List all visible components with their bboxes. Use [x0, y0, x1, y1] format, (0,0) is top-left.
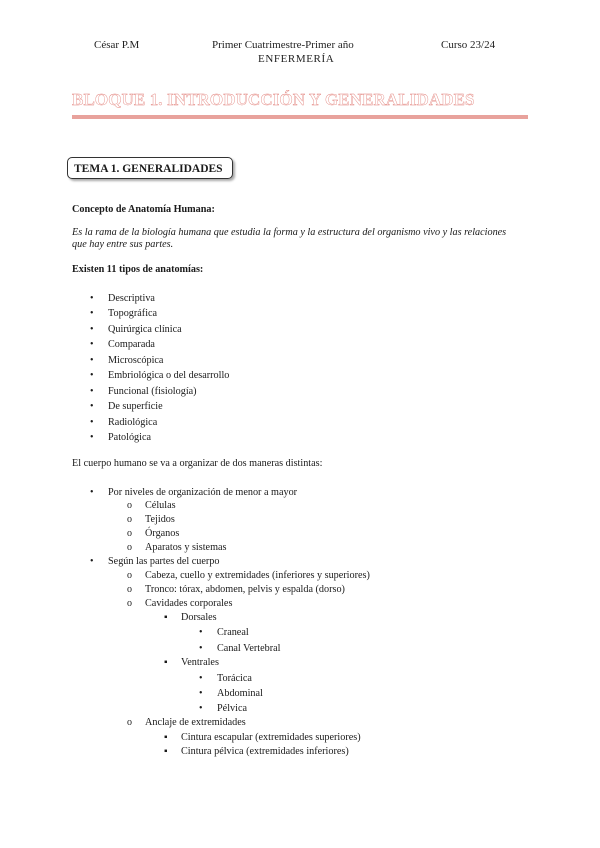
- nivel-item: Células: [145, 500, 176, 511]
- tipo-item: Funcional (fisiología): [108, 386, 197, 397]
- bullet-icon: •: [90, 293, 94, 304]
- tipos-heading: Existen 11 tipos de anatomías:: [72, 264, 204, 275]
- circle-bullet-icon: o: [127, 570, 132, 581]
- bullet-icon: •: [90, 386, 94, 397]
- square-bullet-icon: ▪: [164, 657, 168, 668]
- square-bullet-icon: ▪: [164, 612, 168, 623]
- bullet-icon: •: [199, 673, 203, 684]
- bullet-icon: •: [90, 324, 94, 335]
- tipo-item: Comparada: [108, 339, 155, 350]
- header-degree: ENFERMERÍA: [258, 53, 335, 65]
- cavidad-toracica: Torácica: [217, 673, 252, 684]
- tipo-item: Quirúrgica clínica: [108, 324, 182, 335]
- bullet-icon: •: [199, 627, 203, 638]
- circle-bullet-icon: o: [127, 598, 132, 609]
- niveles-label: Por niveles de organización de menor a mayor: [108, 487, 298, 498]
- parte-tronco: Tronco: tórax, abdomen, pelvis y espalda (dorso): [145, 584, 345, 595]
- tipo-item: Descriptiva: [108, 293, 155, 304]
- circle-bullet-icon: o: [127, 528, 132, 539]
- square-bullet-icon: ▪: [164, 732, 168, 743]
- circle-bullet-icon: o: [127, 717, 132, 728]
- concepto-text-line1: Es la rama de la biología humana que estudia la forma y la estructura del organismo vivo y las relaciones: [72, 227, 507, 238]
- circle-bullet-icon: o: [127, 584, 132, 595]
- parte-cavidades: Cavidades corporales: [145, 598, 233, 609]
- cavidad-canal-vertebral: Canal Vertebral: [217, 643, 281, 654]
- bullet-icon: •: [199, 688, 203, 699]
- bullet-icon: •: [199, 643, 203, 654]
- parte-anclaje: Anclaje de extremidades: [145, 717, 246, 728]
- anclaje-cintura-escapular: Cintura escapular (extremidades superiores): [181, 732, 361, 743]
- bullet-icon: •: [90, 401, 94, 412]
- tipo-item: Microscópica: [108, 355, 164, 366]
- cavidad-ventrales: Ventrales: [181, 657, 219, 668]
- cavidad-abdominal: Abdominal: [217, 688, 263, 699]
- tipo-item: Radiológica: [108, 417, 158, 428]
- bullet-icon: •: [90, 432, 94, 443]
- header-author: César P.M: [94, 39, 140, 51]
- bullet-icon: •: [90, 370, 94, 381]
- concepto-text-line2: que hay entre sus partes.: [72, 239, 174, 250]
- bloque-title-wrapper: [72, 90, 528, 110]
- title-divider: [72, 115, 528, 119]
- nivel-item: Tejidos: [145, 514, 175, 525]
- tema-title: TEMA 1. GENERALIDADES: [67, 157, 233, 179]
- nivel-item: Aparatos y sistemas: [145, 542, 227, 553]
- bullet-icon: •: [90, 417, 94, 428]
- square-bullet-icon: ▪: [164, 746, 168, 757]
- circle-bullet-icon: o: [127, 542, 132, 553]
- cavidad-dorsales: Dorsales: [181, 612, 217, 623]
- organizacion-intro: El cuerpo humano se va a organizar de dos maneras distintas:: [72, 458, 323, 469]
- bullet-icon: •: [90, 556, 94, 567]
- tipo-item: De superficie: [108, 401, 163, 412]
- partes-label: Según las partes del cuerpo: [108, 556, 220, 567]
- circle-bullet-icon: o: [127, 500, 132, 511]
- tipo-item: Topográfica: [108, 308, 158, 319]
- bullet-icon: •: [90, 355, 94, 366]
- tipo-item: Patológica: [108, 432, 152, 443]
- bullet-icon: •: [199, 703, 203, 714]
- cavidad-craneal: Craneal: [217, 627, 249, 638]
- parte-cabeza: Cabeza, cuello y extremidades (inferiores y superiores): [145, 570, 370, 581]
- anclaje-cintura-pelvica: Cintura pélvica (extremidades inferiores): [181, 746, 349, 757]
- bloque-title: BLOQUE 1. INTRODUCCIÓN Y GENERALIDADES: [72, 90, 475, 109]
- header-year: Curso 23/24: [441, 39, 496, 51]
- cavidad-pelvica: Pélvica: [217, 703, 247, 714]
- bullet-icon: •: [90, 487, 94, 498]
- tipo-item: Embriológica o del desarrollo: [108, 370, 230, 381]
- bullet-icon: •: [90, 339, 94, 350]
- bullet-icon: •: [90, 308, 94, 319]
- concepto-heading: Concepto de Anatomía Humana:: [72, 204, 215, 215]
- header-course: Primer Cuatrimestre-Primer año: [212, 39, 354, 51]
- nivel-item: Órganos: [145, 528, 180, 539]
- circle-bullet-icon: o: [127, 514, 132, 525]
